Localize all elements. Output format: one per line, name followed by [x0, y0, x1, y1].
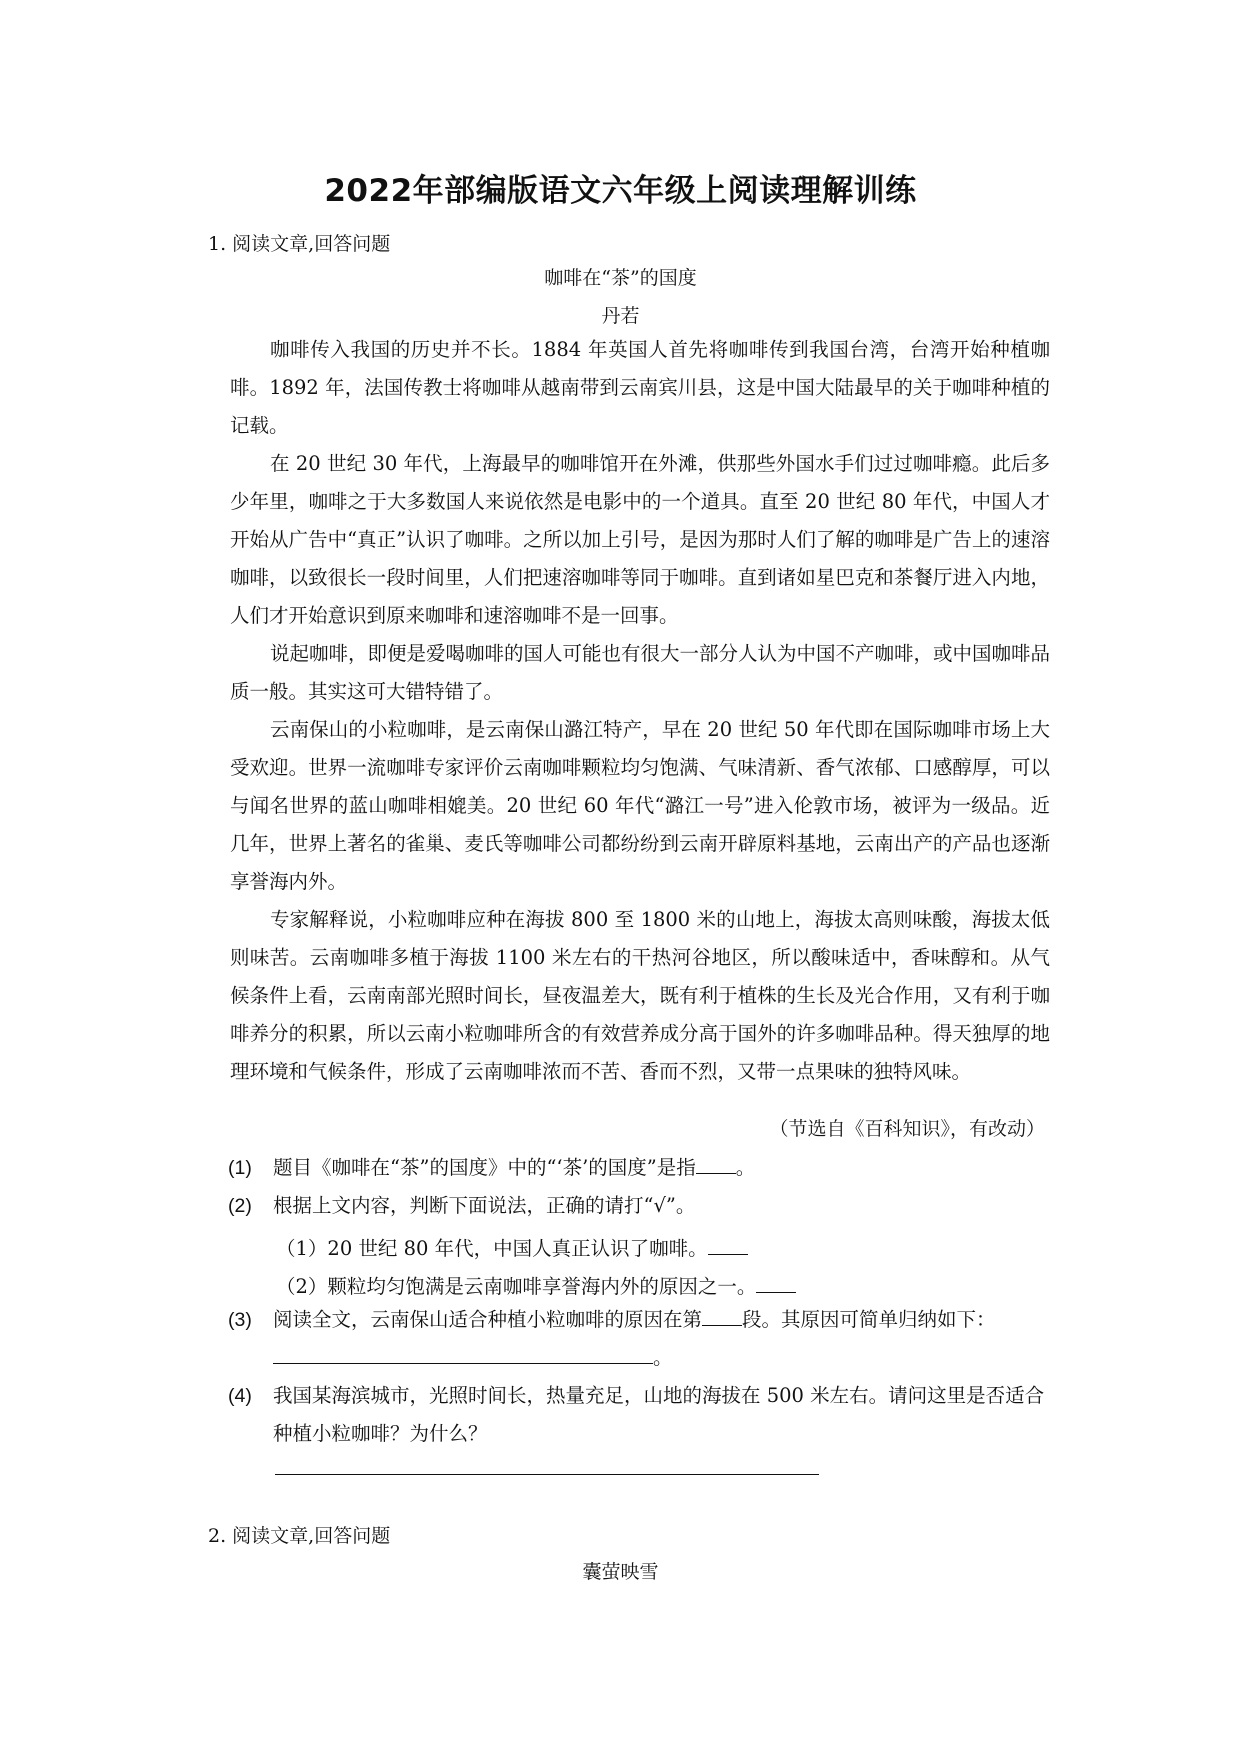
article-1-paragraph-1: 咖啡传入我国的历史并不长。1884 年英国人首先将咖啡传到我国台湾，台湾开始种植咖啡。1892 年，法国传教士将咖啡从越南带到云南宾川县，这是中国大陆最早的关于咖啡种植的记载。: [230, 338, 1050, 437]
sub-question-2-option-2: [276, 1271, 796, 1299]
answer-line-4[interactable]: [275, 1474, 819, 1475]
answer-blank-2-1[interactable]: [708, 1234, 748, 1255]
article-1-paragraph-3: 说起咖啡，即便是爱喝咖啡的国人可能也有很大一部分人认为中国不产咖啡，或中国咖啡品质一般。其实这可大错特错了。: [230, 642, 1051, 703]
article-2-title: 囊萤映雪: [582, 1561, 659, 1583]
answer-blank-1[interactable]: [696, 1153, 736, 1174]
sub-question-4-text: 我国某海滨城市，光照时间长，热量充足，山地的海拔在 500 米左右。请问这里是否适合种植小粒咖啡？为什么？: [273, 1384, 1045, 1445]
article-1-author: 丹若: [601, 305, 640, 327]
sub-question-3-end: 。: [653, 1346, 673, 1369]
sub-question-1-end: 。: [735, 1156, 756, 1179]
sub-question-2-option-1: [276, 1233, 748, 1261]
sub-question-2-text: 根据上文内容，判断下面说法，正确的请打“√”。: [273, 1194, 696, 1217]
answer-blank-3-paragraph[interactable]: [702, 1305, 742, 1326]
sub-question-4-number: (4): [228, 1385, 252, 1407]
sub-question-3-text-a: 阅读全文，云南保山适合种植小粒咖啡的原因在第: [273, 1308, 703, 1331]
answer-blank-3-reason[interactable]: [273, 1343, 653, 1364]
sub-question-3-number: (3): [228, 1309, 252, 1331]
sub-question-1-number: (1): [228, 1157, 252, 1179]
option-2-text: （2）颗粒均匀饱满是云南咖啡享誉海内外的原因之一。: [276, 1275, 757, 1298]
article-1-paragraph-5: 专家解释说，小粒咖啡应种在海拔 800 至 1800 米的山地上，海拔太高则味酸，海拔太低则味苦。云南咖啡多植于海拔 1100 米左右的干热河谷地区，所以酸味适中，香味醇和。从气候条件上看，云南南部光照时间长，昼夜温差大，既有利于植株的生长及光合作用，又有利于咖啡养分的积累，所以云南小粒咖啡所含的有效营养成分高于国外的许多咖啡品种。得天独厚的地理环境和气候条件，形成了云南咖啡浓而不苦、香而不烈，又带一点果味的独特风味。: [230, 908, 1050, 1083]
article-1-title: 咖啡在“茶”的国度: [544, 267, 697, 289]
answer-blank-2-2[interactable]: [756, 1272, 796, 1293]
sub-question-2-number: (2): [228, 1195, 252, 1217]
article-1-paragraph-2: 在 20 世纪 30 年代，上海最早的咖啡馆开在外滩，供那些外国水手们过过咖啡瘾。此后多少年里，咖啡之于大多数国人来说依然是电影中的一个道具。直至 20 世纪 80 年代，中国人才开始从广告中“真正”认识了咖啡。之所以加上引号，是因为那时人们了解的咖啡是广告上的速溶咖啡，以致很长一段时间里，人们把速溶咖啡等同于咖啡。直到诸如星巴克和茶餐厅进入内地，人们才开始意识到原来咖啡和速溶咖啡不是一回事。: [230, 452, 1050, 627]
option-1-text: （1）20 世纪 80 年代，中国人真正认识了咖啡。: [276, 1237, 708, 1260]
question-1-heading: 1. 阅读文章,回答问题: [208, 233, 391, 255]
page-title: 2022年部编版语文六年级上阅读理解训练: [324, 173, 917, 209]
article-1-source: （节选自《百科知识》，有改动）: [769, 1118, 1045, 1140]
question-2-heading: 2. 阅读文章,回答问题: [208, 1525, 391, 1547]
article-1-paragraph-4: 云南保山的小粒咖啡，是云南保山潞江特产，早在 20 世纪 50 年代即在国际咖啡市场上大受欢迎。世界一流咖啡专家评价云南咖啡颗粒均匀饱满、气味清新、香气浓郁、口感醇厚，可以与闻名世界的蓝山咖啡相媲美。20 世纪 60 年代“潞江一号”进入伦敦市场，被评为一级品。近几年，世界上著名的雀巢、麦氏等咖啡公司都纷纷到云南开辟原料基地，云南出产的产品也逐渐享誉海内外。: [230, 718, 1050, 893]
sub-question-3-text-b: 段。其原因可简单归纳如下：: [742, 1308, 996, 1331]
sub-question-1-text: 题目《咖啡在“茶”的国度》中的“‘茶’的国度”是指: [273, 1156, 696, 1179]
